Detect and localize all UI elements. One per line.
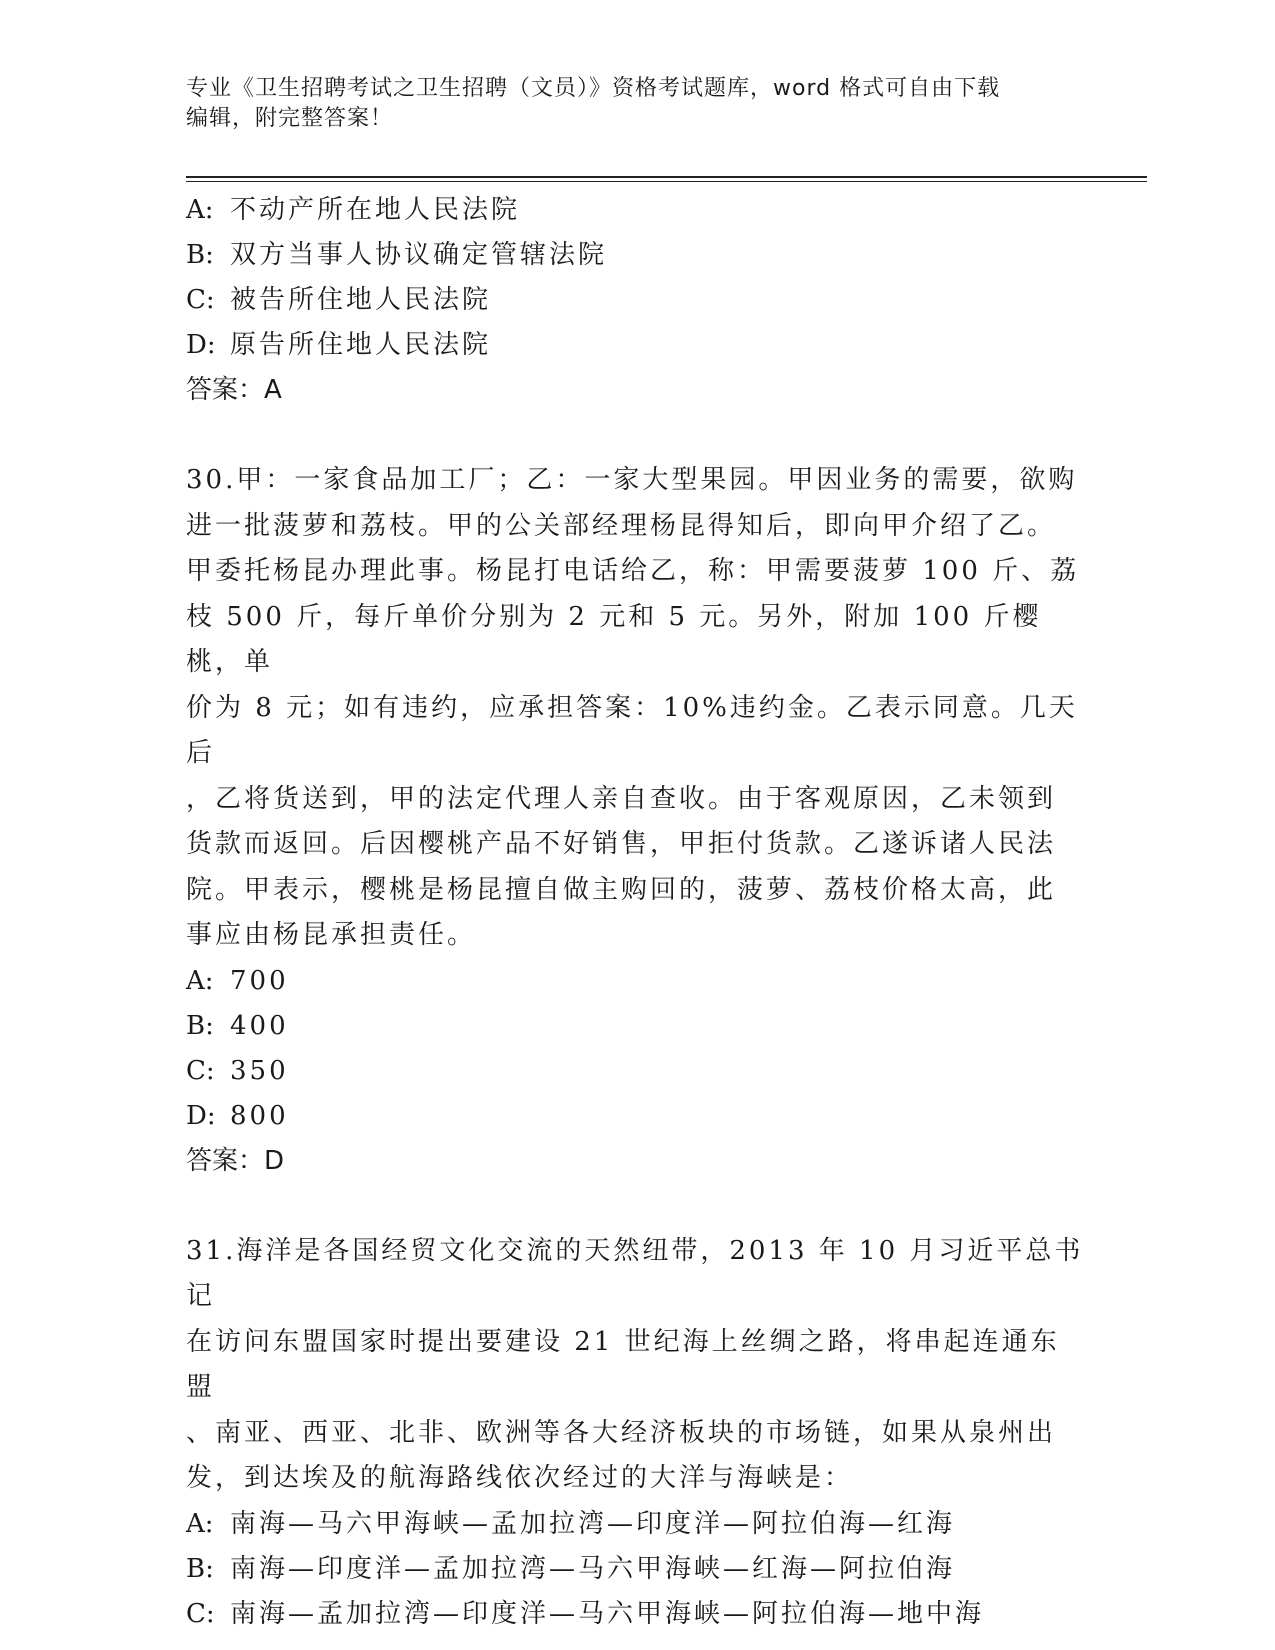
answer-line: 答案：D: [186, 1145, 285, 1176]
header-line-2: 编辑，附完整答案！: [186, 106, 394, 131]
option-label: C:: [186, 1598, 215, 1629]
option-text: 双方当事人协议确定管辖法院: [230, 240, 608, 270]
option-label: D:: [186, 330, 216, 360]
option-label: D:: [186, 1100, 216, 1131]
question-line: 30.甲：一家食品加工厂；乙：一家大型果园。甲因业务的需要，欲购: [186, 465, 1078, 495]
header-line-1: 专业《卫生招聘考试之卫生招聘（文员）》资格考试题库，word 格式可自由下载: [186, 76, 1001, 101]
option-label: B:: [186, 1010, 214, 1041]
option-a: [186, 188, 1086, 233]
option-c: [186, 1592, 1086, 1637]
question-line: 院。甲表示，樱桃是杨昆擅自做主购回的，菠萝、荔枝价格太高，此: [186, 874, 1057, 905]
spacer: [186, 1184, 1086, 1229]
option-text: 南海—孟加拉湾—印度洋—马六甲海峡—阿拉伯海—地中海: [230, 1598, 985, 1629]
question-30: [186, 458, 1086, 1184]
option-text: 原告所住地人民法院: [230, 330, 492, 360]
option-text: 南海—马六甲海峡—孟加拉湾—印度洋—阿拉伯海—红海: [230, 1508, 956, 1539]
question-line: 甲委托杨昆办理此事。杨昆打电话给乙，称：甲需要菠萝 100 斤、荔: [186, 556, 1080, 586]
option-c: [186, 278, 1086, 323]
question-text: [186, 458, 1086, 959]
option-b: [186, 1004, 1086, 1049]
option-b: [186, 233, 1086, 278]
question-29: [186, 188, 1086, 413]
option-label: C:: [186, 285, 215, 315]
question-line: 枝 500 斤，每斤单价分别为 2 元和 5 元。另外，附加 100 斤樱桃，单: [186, 601, 1042, 677]
option-label: A:: [186, 195, 214, 225]
option-label: B:: [186, 240, 214, 270]
option-text: 南海—印度洋—孟加拉湾—马六甲海峡—红海—阿拉伯海: [230, 1553, 956, 1584]
option-a: [186, 959, 1086, 1004]
question-line: 、南亚、西亚、北非、欧洲等各大经济板块的市场链，如果从泉州出: [186, 1417, 1057, 1448]
question-line: 价为 8 元；如有违约，应承担答案：10%违约金。乙表示同意。几天后: [186, 692, 1078, 768]
document-header: [186, 74, 1066, 134]
option-text: 被告所住地人民法院: [230, 285, 492, 315]
header-rule-thin: [186, 181, 1147, 182]
header-rule-thick: [186, 176, 1147, 178]
question-line: ，乙将货送到，甲的法定代理人亲自查收。由于客观原因，乙未领到: [186, 783, 1057, 814]
spacer: [186, 413, 1086, 458]
question-line: 在访问东盟国家时提出要建设 21 世纪海上丝绸之路，将串起连通东盟: [186, 1326, 1060, 1402]
option-d: [186, 1094, 1086, 1139]
question-list: [186, 188, 1086, 1637]
option-c: [186, 1049, 1086, 1094]
option-text: 400: [230, 1010, 289, 1041]
question-text: [186, 1229, 1086, 1502]
option-label: A:: [186, 1508, 214, 1539]
question-line: 货款而返回。后因樱桃产品不好销售，甲拒付货款。乙遂诉诸人民法: [186, 829, 1057, 859]
question-line: 进一批菠萝和荔枝。甲的公关部经理杨昆得知后，即向甲介绍了乙。: [186, 510, 1057, 541]
option-a: [186, 1502, 1086, 1547]
option-label: C:: [186, 1055, 215, 1086]
option-d: [186, 323, 1086, 368]
option-b: [186, 1547, 1086, 1592]
option-text: 不动产所在地人民法院: [230, 195, 521, 225]
option-label: A:: [186, 965, 214, 996]
question-31: [186, 1229, 1086, 1637]
question-line: 发，到达埃及的航海路线依次经过的大洋与海峡是：: [186, 1463, 854, 1493]
question-line: 事应由杨昆承担责任。: [186, 920, 477, 950]
question-line: 31.海洋是各国经贸文化交流的天然纽带，2013 年 10 月习近平总书记: [186, 1235, 1084, 1311]
answer-line: 答案：A: [186, 375, 282, 405]
option-text: 350: [230, 1055, 289, 1086]
option-text: 800: [230, 1100, 289, 1131]
option-label: B:: [186, 1553, 214, 1584]
option-text: 700: [230, 965, 289, 996]
